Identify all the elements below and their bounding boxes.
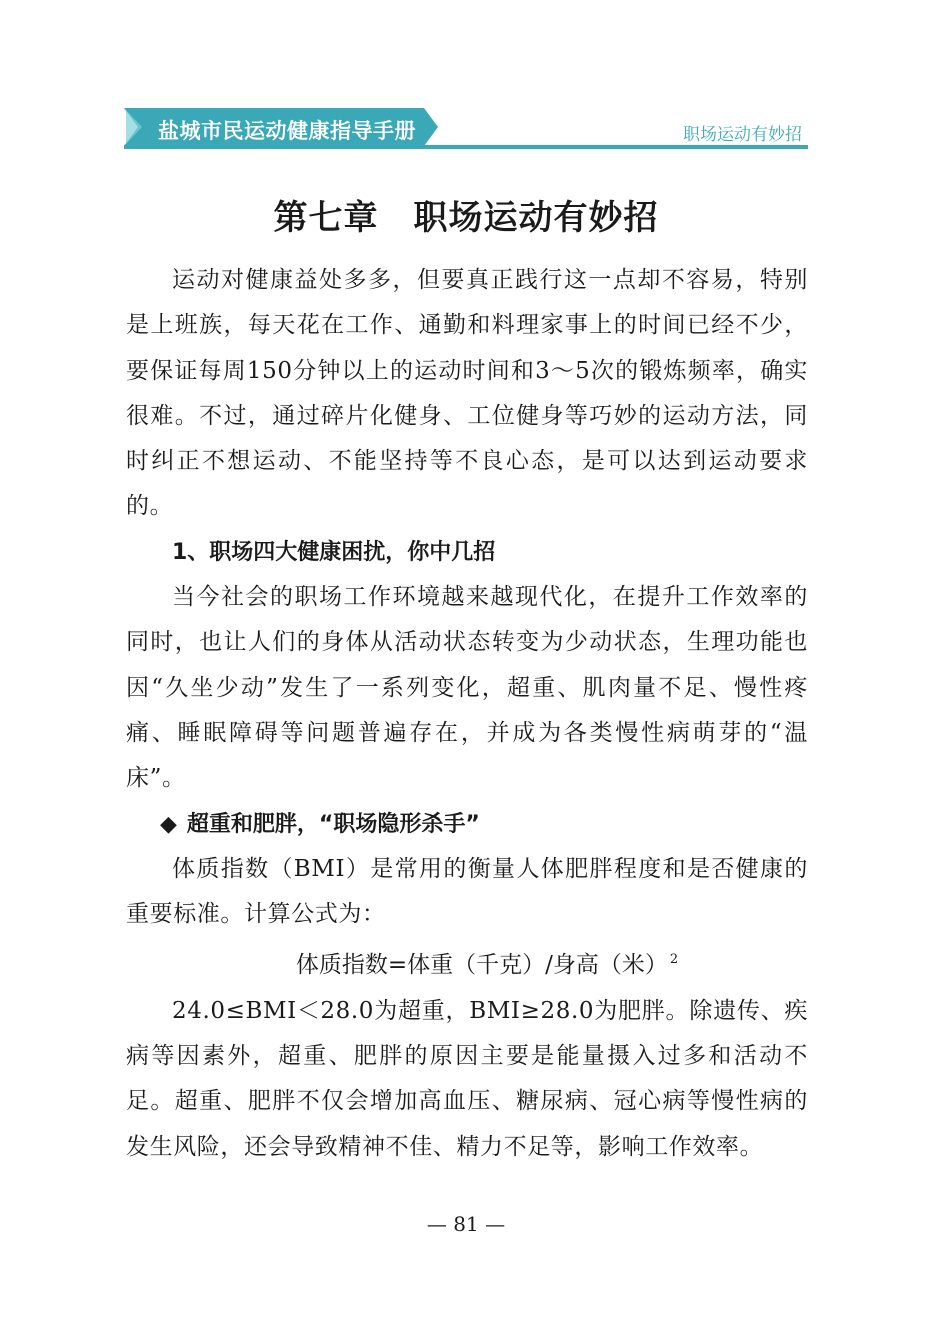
page-body (126, 258, 808, 1170)
intro-paragraph: 运动对健康益处多多，但要真正践行这一点却不容易，特别是上班族，每天花在工作、通勤和料理家事上的时间已经不少，要保证每周150分钟以上的运动时间和3～5次的锻炼频率，确实很难。不过，通过碎片化健身、工位健身等巧妙的运动方法，同时纠正不想运动、不能坚持等不良心态，是可以达到运动要求的。 (126, 267, 808, 520)
bmi-thresholds-paragraph: 24.0≤BMI＜28.0为超重，BMI≥28.0为肥胖。除遗传、疾病等因素外，超重、肥胖的原因主要是能量摄入过多和活动不足。超重、肥胖不仅会增加高血压、糖尿病、冠心病等慢性病的发生风险，还会导致精神不佳、精力不足等，影响工作效率。 (126, 997, 808, 1160)
running-header (124, 104, 808, 150)
bmi-definition-paragraph: 体质指数（BMI）是常用的衡量人体肥胖程度和是否健康的重要标准。计算公式为： (126, 855, 808, 928)
book-title: 盐城市民运动健康指导手册 (158, 119, 416, 143)
page-number: — 81 — (426, 1212, 506, 1236)
subsection-heading (126, 802, 808, 847)
bmi-formula (126, 937, 808, 988)
section-title: 职场运动有妙招 (683, 125, 802, 145)
bmi-formula-text: 体质指数=体重（千克）/身高（米） (295, 952, 668, 979)
chapter-title: 第七章 职场运动有妙招 (273, 198, 659, 238)
diamond-bullet-icon: ◆ (160, 811, 177, 837)
section-paragraph: 当今社会的职场工作环境越来越现代化，在提升工作效率的同时，也让人们的身体从活动状态转变为少动状态，生理功能也因“久坐少动”发生了一系列变化，超重、肌肉量不足、慢性疼痛、睡眠障碍等问题普遍存在，并成为各类慢性病萌芽的“温床”。 (126, 584, 808, 792)
subsection-heading-text: 超重和肥胖，“职场隐形杀手” (186, 811, 480, 837)
bmi-formula-exponent: 2 (669, 952, 679, 968)
section-heading: 1、职场四大健康困扰，你中几招 (172, 539, 496, 565)
